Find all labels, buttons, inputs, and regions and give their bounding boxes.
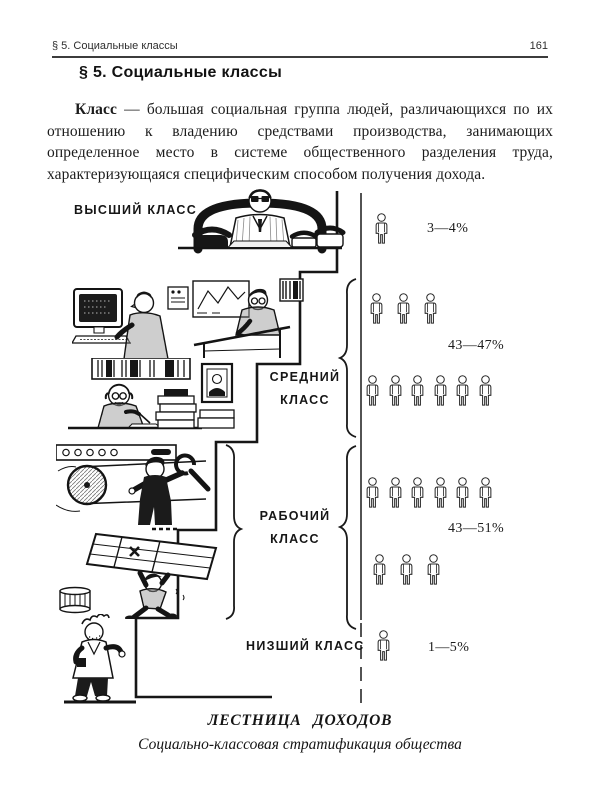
definition-term: Класс — [75, 101, 117, 118]
curly-brace-middle-icon — [340, 279, 356, 437]
person-icons-row-working-2 — [370, 554, 443, 586]
person-icon — [386, 477, 405, 509]
person-icon — [453, 477, 472, 509]
person-icon — [476, 375, 495, 407]
person-icon — [421, 293, 440, 325]
definition-text: — большая социальная группа людей, различающихся по их отношению к владению средствами производства, занимающих определенное место в системе общественного разделения труда, характеризующаяся специфическим способом получения дохода. — [47, 101, 553, 183]
person-icon — [397, 554, 416, 586]
person-icon — [431, 375, 450, 407]
person-icons-row-middle-2 — [363, 375, 495, 407]
person-icon — [363, 375, 382, 407]
label-middle-class-line2: КЛАСС — [280, 393, 330, 407]
label-working-class-line2: КЛАСС — [270, 532, 320, 546]
running-header — [52, 40, 548, 58]
machinist-with-wrench-illustration — [56, 441, 231, 531]
person-icons-row-middle-1 — [367, 293, 440, 325]
person-icon — [408, 375, 427, 407]
boss-at-desk-illustration — [174, 185, 346, 267]
definition-paragraph — [47, 99, 553, 185]
person-icon — [424, 554, 443, 586]
label-working-class — [245, 505, 345, 551]
worker-carrying-crate-illustration — [56, 531, 231, 619]
person-icon — [372, 213, 391, 245]
percent-middle-class: 43—47% — [448, 338, 505, 353]
person-icon — [476, 477, 495, 509]
person-icons-row-working-1 — [363, 477, 495, 509]
page-number: 161 — [529, 40, 548, 52]
running-header-title: § 5. Социальные классы — [52, 40, 178, 52]
person-icon — [386, 375, 405, 407]
label-upper-class: ВЫСШИЙ КЛАСС — [74, 203, 198, 217]
income-ladder-figure — [0, 183, 600, 705]
section-heading: § 5. Социальные классы — [79, 64, 283, 81]
label-middle-class-line1: СРЕДНИЙ — [269, 370, 341, 384]
label-lower-class: НИЗШИЙ КЛАСС — [246, 639, 365, 653]
person-icon — [374, 630, 393, 662]
percent-upper-class: 3—4% — [427, 221, 469, 236]
percent-working-class: 43—51% — [448, 521, 505, 536]
person-icon — [394, 293, 413, 325]
person-icon — [453, 375, 472, 407]
person-icons-row-upper — [372, 213, 391, 245]
figure-caption-subtitle: Социально-классовая стратификация общества — [138, 736, 462, 753]
person-icon — [431, 477, 450, 509]
person-icon — [363, 477, 382, 509]
person-icons-row-lower — [374, 630, 393, 662]
engineer-at-drafting-table-illustration — [192, 277, 304, 361]
person-icon — [370, 554, 389, 586]
label-middle-class — [255, 366, 355, 412]
percent-lower-class: 1—5% — [428, 640, 470, 655]
person-icon — [367, 293, 386, 325]
writer-at-desk-illustration — [66, 358, 241, 442]
label-working-class-line1: РАБОЧИЙ — [259, 509, 331, 523]
person-icon — [408, 477, 427, 509]
vagrant-shrugging-illustration — [60, 614, 160, 704]
figure-caption-title: ЛЕСТНИЦА ДОХОДОВ — [207, 712, 393, 729]
programmer-at-computer-illustration — [72, 281, 190, 361]
